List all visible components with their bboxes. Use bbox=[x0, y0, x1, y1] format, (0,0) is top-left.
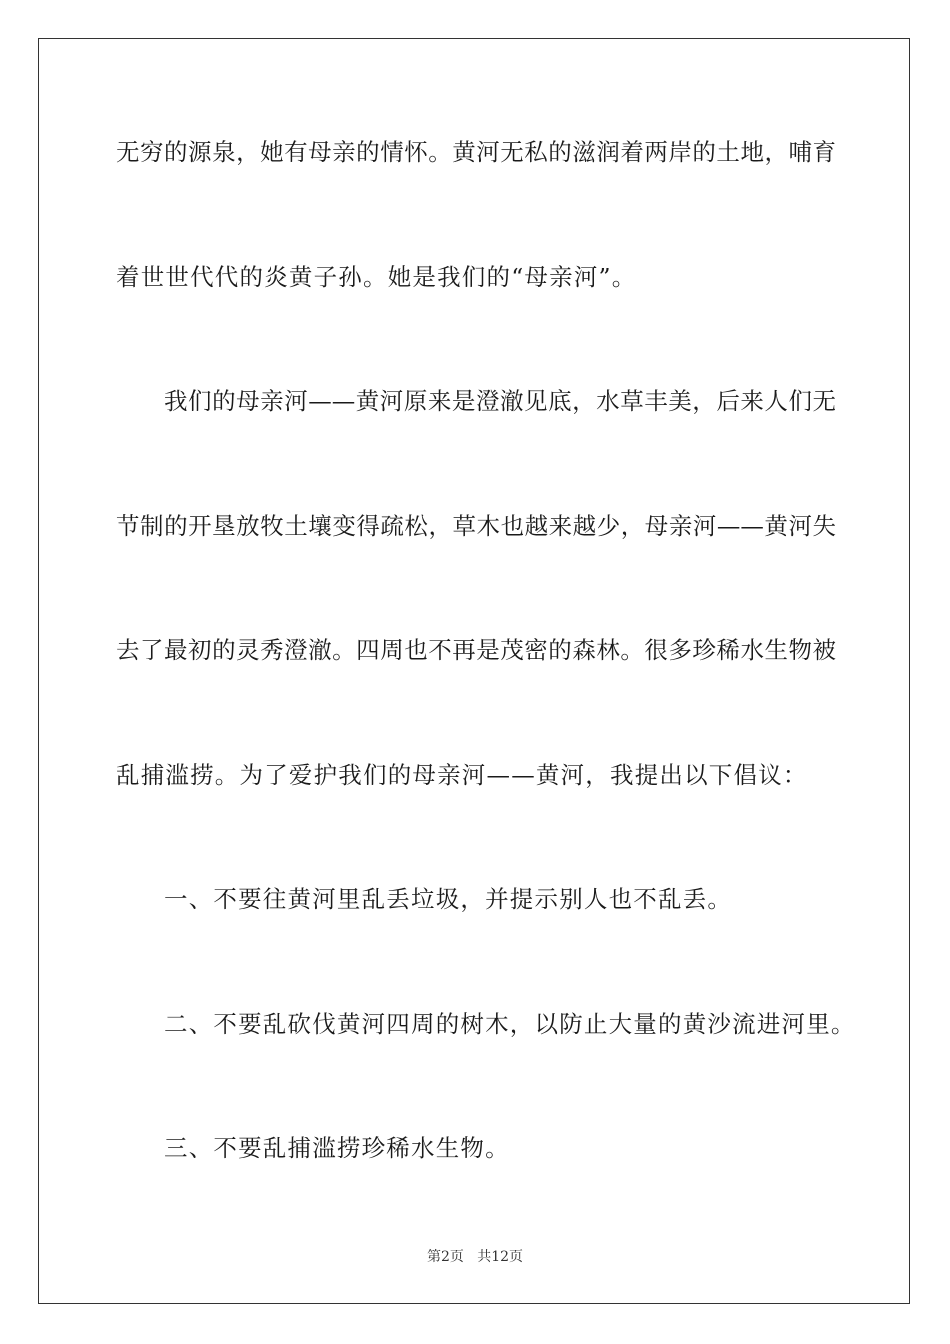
page-number-footer: 第2页 共12页 bbox=[426, 1249, 524, 1265]
page-border bbox=[38, 38, 910, 1304]
paragraph-line: 我们的母亲河——黄河原来是澄澈见底，水草丰美，后来人们无 bbox=[164, 387, 836, 415]
paragraph-line: 乱捕滥捞。为了爱护我们的母亲河——黄河，我提出以下倡议： bbox=[116, 761, 808, 789]
paragraph-line: 节制的开垦放牧土壤变得疏松，草木也越来越少，母亲河——黄河失 bbox=[116, 512, 836, 540]
list-item: 一、不要往黄河里乱丢垃圾，并提示别人也不乱丢。 bbox=[164, 885, 733, 913]
paragraph-line: 着世世代代的炎黄子孙。她是我们的“母亲河”。 bbox=[116, 263, 637, 291]
paragraph-line: 去了最初的灵秀澄澈。四周也不再是茂密的森林。很多珍稀水生物被 bbox=[116, 636, 836, 664]
paragraph-line: 无穷的源泉，她有母亲的情怀。黄河无私的滋润着两岸的土地，哺育 bbox=[116, 138, 836, 166]
list-item: 二、不要乱砍伐黄河四周的树木，以防止大量的黄沙流进河里。 bbox=[164, 1010, 856, 1038]
list-item: 三、不要乱捕滥捞珍稀水生物。 bbox=[164, 1134, 510, 1162]
